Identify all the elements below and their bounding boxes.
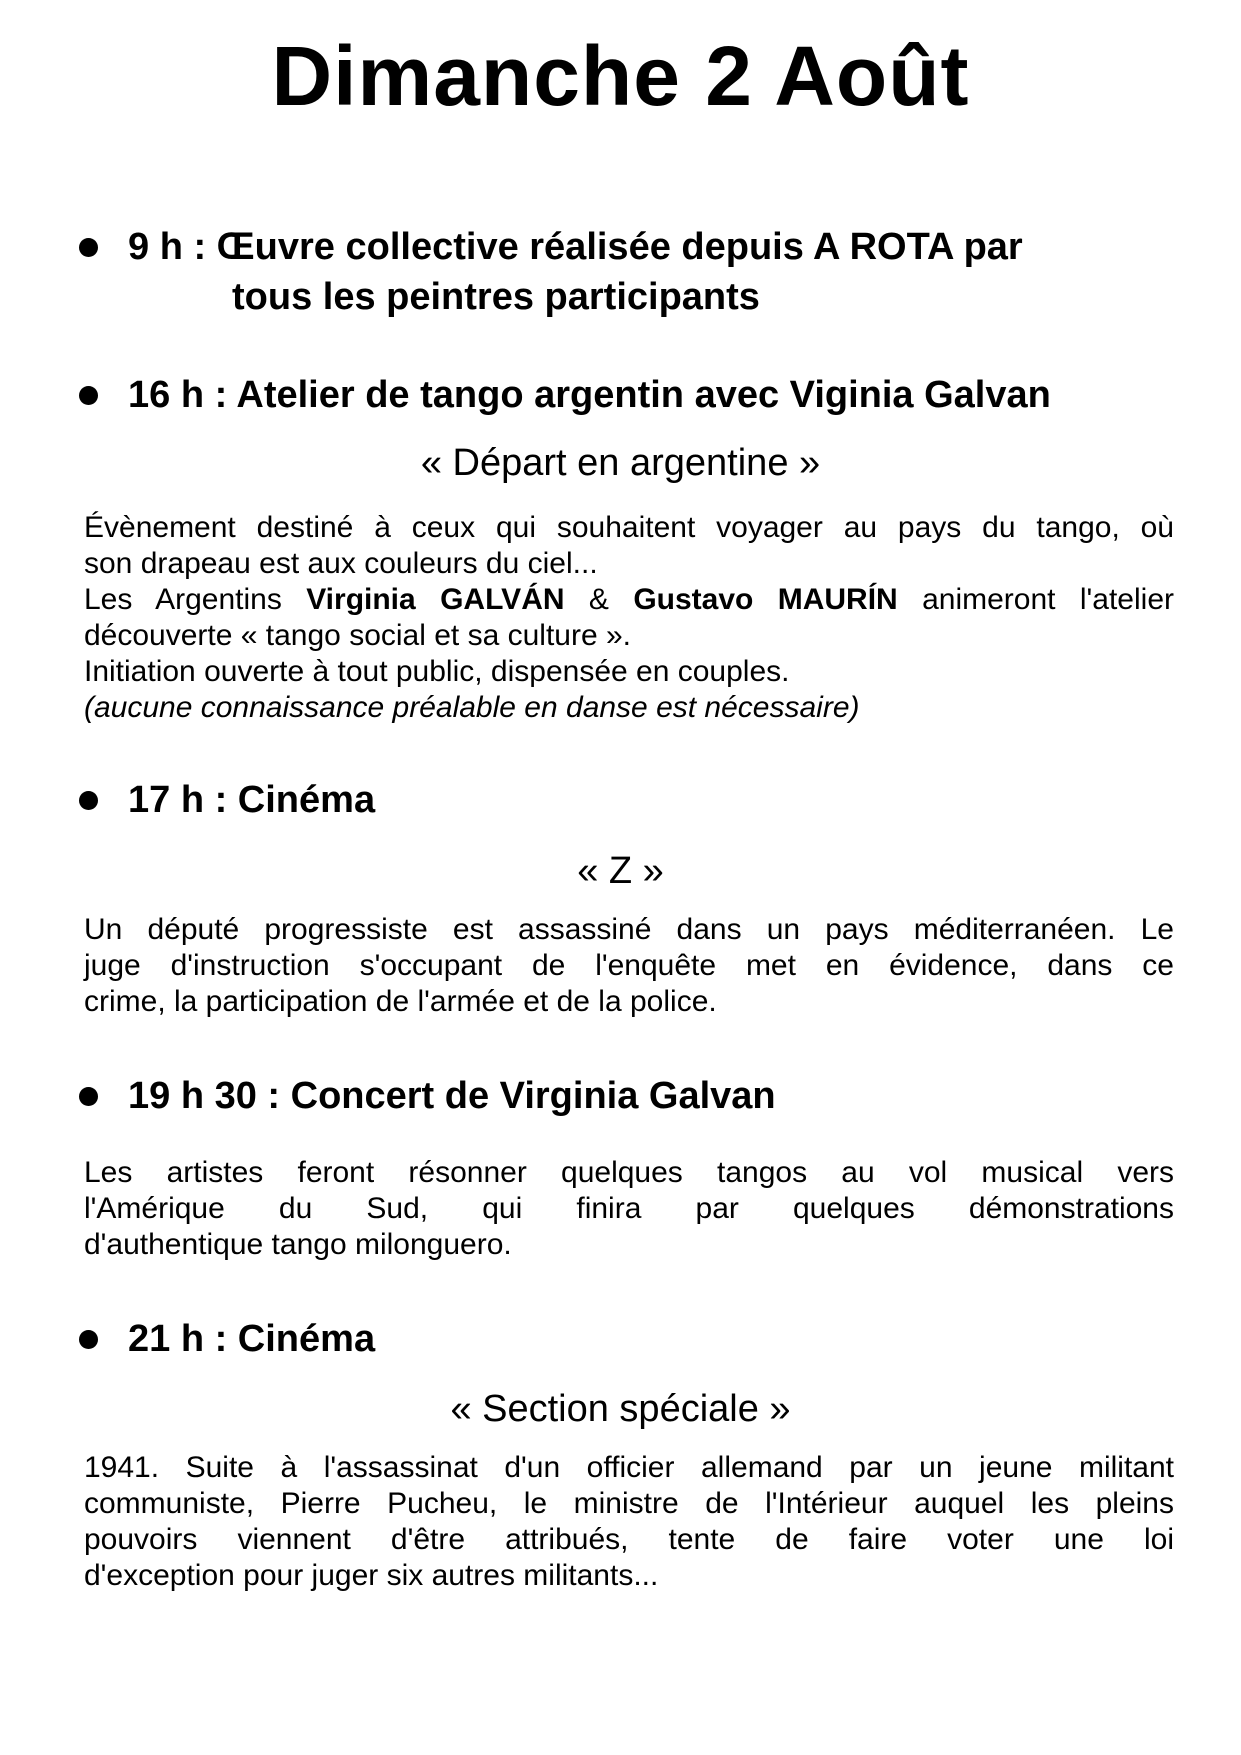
bullet-icon xyxy=(79,386,98,405)
description-line: Les artistes feront résonner quelques tangos au vol musical vers xyxy=(84,1156,1174,1189)
artist-name: Gustavo MAURÍN xyxy=(633,583,898,616)
event-heading-9h-continuation: tous les peintres participants xyxy=(232,276,760,318)
description-line: l'Amérique du Sud, qui finira par quelques démonstrations xyxy=(84,1192,1174,1225)
description-line: pouvoirs viennent d'être attribués, tente de faire voter une loi xyxy=(84,1523,1174,1556)
description-line: juge d'instruction s'occupant de l'enquête met en évidence, dans ce xyxy=(84,949,1174,982)
description-text: animeront l'atelier xyxy=(897,583,1174,616)
event-description-21h xyxy=(84,1450,1174,1594)
bullet-icon xyxy=(79,1087,98,1106)
description-text: Les Argentins xyxy=(84,583,307,616)
bullet-icon xyxy=(79,1330,98,1349)
description-note: (aucune connaissance préalable en danse est nécessaire) xyxy=(84,691,860,724)
description-line: Un député progressiste est assassiné dans un pays méditerranéen. Le xyxy=(84,913,1174,946)
event-heading-9h: 9 h : Œuvre collective réalisée depuis A ROTA par xyxy=(128,226,1023,268)
description-text: & xyxy=(564,583,634,616)
event-subtitle-16h: « Départ en argentine » xyxy=(420,442,821,484)
description-line: Initiation ouverte à tout public, dispensée en couples. xyxy=(84,655,790,688)
description-line: Évènement destiné à ceux qui souhaitent voyager au pays du tango, où xyxy=(84,511,1174,544)
description-line: découverte « tango social et sa culture ». xyxy=(84,619,632,652)
description-line xyxy=(84,582,1174,618)
event-subtitle-21h: « Section spéciale » xyxy=(450,1388,791,1430)
description-line: d'authentique tango milonguero. xyxy=(84,1228,512,1261)
event-subtitle-17h: « Z » xyxy=(577,850,664,892)
description-line: communiste, Pierre Pucheu, le ministre de l'Intérieur auquel les pleins xyxy=(84,1487,1174,1520)
bullet-icon xyxy=(79,791,98,810)
event-description-19h30 xyxy=(84,1155,1174,1263)
event-heading-16h: 16 h : Atelier de tango argentin avec Viginia Galvan xyxy=(128,374,1051,416)
description-line: 1941. Suite à l'assassinat d'un officier allemand par un jeune militant xyxy=(84,1451,1174,1484)
description-line: d'exception pour juger six autres militants... xyxy=(84,1559,659,1592)
page-title: Dimanche 2 Août xyxy=(271,29,970,123)
artist-name: Virginia GALVÁN xyxy=(306,583,565,616)
event-heading-17h: 17 h : Cinéma xyxy=(128,779,376,821)
event-heading-21h: 21 h : Cinéma xyxy=(128,1318,376,1360)
description-line: crime, la participation de l'armée et de la police. xyxy=(84,985,717,1018)
description-line: son drapeau est aux couleurs du ciel... xyxy=(84,547,598,580)
event-description-16h xyxy=(84,510,1174,726)
bullet-icon xyxy=(79,238,98,257)
event-heading-19h30: 19 h 30 : Concert de Virginia Galvan xyxy=(128,1075,776,1117)
event-description-17h xyxy=(84,912,1174,1020)
